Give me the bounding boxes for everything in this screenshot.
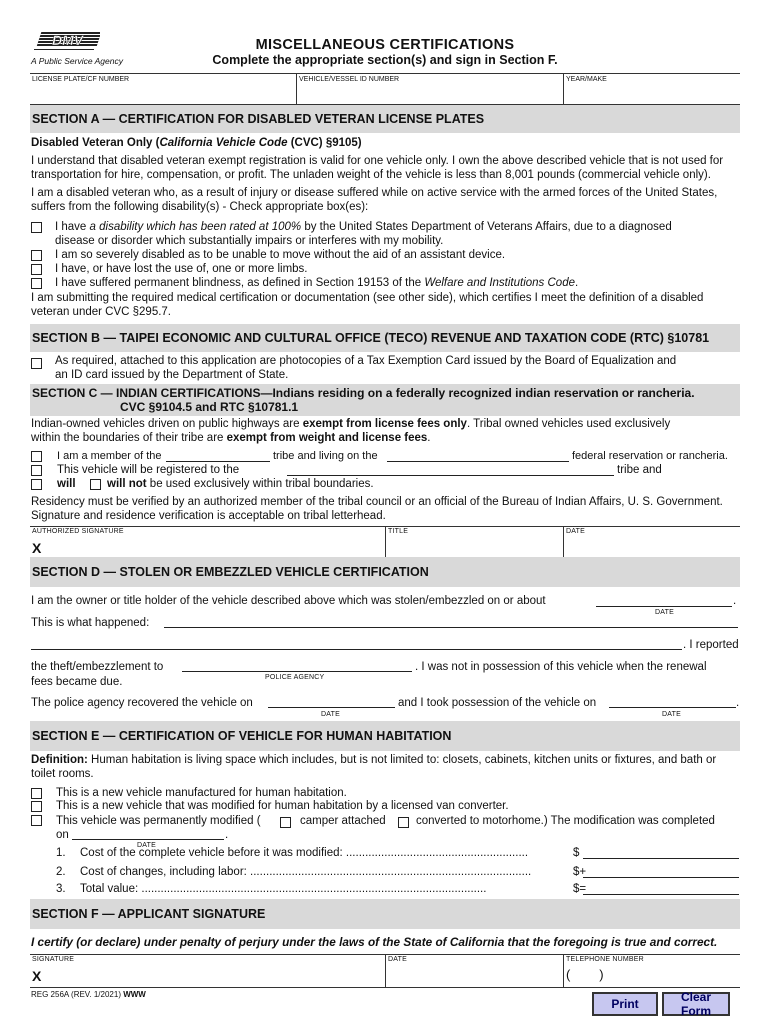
c-will-checkbox[interactable] bbox=[31, 479, 42, 490]
e-item-3-num: 3. bbox=[56, 883, 66, 895]
e-date-label: DATE bbox=[137, 842, 156, 849]
b-text1: As required, attached to this application are photocopies of a Tax Exemption Card issued by the Board of Equalization and bbox=[55, 355, 677, 367]
d-not-in-possession-text: . I was not in possession of this vehicle when the renewal bbox=[415, 661, 707, 673]
e-definition: Definition: Human habitation is living space which includes, but is not limited to: closets, cabinets, kitchen units or fixtures, and bath or toilet rooms. bbox=[31, 754, 717, 780]
e-item-2-num: 2. bbox=[56, 866, 66, 878]
c-row1-text-b: tribe and living on the bbox=[273, 450, 378, 462]
d-what-happened-field-1[interactable] bbox=[164, 627, 738, 628]
dmv-logo bbox=[30, 30, 100, 58]
c-row2-text-b: tribe and bbox=[617, 464, 662, 476]
print-button[interactable]: Print bbox=[592, 992, 658, 1016]
e-item-2-sign: $+ bbox=[573, 866, 587, 878]
section-c-para2: Residency must be verified by an authorized member of the tribal council or an official of the Bureau of Indian Affairs, U. S. Government. Signature and residence verification is acceptable on tribal letterhead. bbox=[31, 496, 723, 522]
e-camper-label: camper attached bbox=[300, 815, 386, 827]
c-row3-text: will not be used exclusively within tribal boundaries. bbox=[107, 478, 374, 490]
d-fees-due-text: fees became due. bbox=[31, 676, 123, 688]
b-text2: an ID card issued by the Department of State. bbox=[55, 369, 289, 381]
a-opt1-checkbox[interactable] bbox=[31, 222, 42, 233]
a-opt4-checkbox[interactable] bbox=[31, 278, 42, 289]
c-row1-text-a: I am a member of the bbox=[57, 450, 162, 462]
plate-field[interactable] bbox=[30, 74, 296, 104]
section-c-heading-line2: CVC §9104.5 and RTC §10781.1 bbox=[120, 400, 299, 414]
d-recovered-text: The police agency recovered the vehicle on bbox=[31, 697, 253, 709]
e-item-1-label: Cost of the complete vehicle before it was modified: ......................................................... bbox=[80, 847, 529, 859]
d-recovered-date-field[interactable] bbox=[268, 707, 395, 708]
yearmake-label: YEAR/MAKE bbox=[566, 76, 607, 83]
a-opt2-checkbox[interactable] bbox=[31, 250, 42, 261]
section-a-para1: I understand that disabled veteran exempt registration is valid for one vehicle only. I own the above described vehicle that is not used for transportation for hire, compensation, or profit. The unladen weight of the vehicle is less than 8,001 pounds (commercial vehicle only). bbox=[31, 155, 724, 181]
f-signature-x: X bbox=[32, 968, 42, 984]
e-opt3-text-a: This vehicle was permanently modified ( bbox=[56, 815, 261, 827]
e-item-3-label: Total value: ............................................................................................................ bbox=[80, 883, 487, 895]
vehicle-id-row bbox=[30, 73, 740, 105]
d-police-agency-field[interactable] bbox=[182, 671, 412, 672]
d-line6-end: . bbox=[736, 697, 740, 709]
e-opt1-checkbox[interactable] bbox=[31, 788, 42, 799]
section-c-heading-line1: SECTION C — INDIAN CERTIFICATIONS—Indians residing on a federally recognized indian reservation or rancheria. bbox=[32, 386, 695, 400]
vin-field[interactable] bbox=[296, 74, 563, 104]
plate-label: LICENSE PLATE/CF NUMBER bbox=[32, 76, 130, 83]
c-row1-text-c: federal reservation or rancheria. bbox=[572, 450, 728, 462]
svg-text:DMV: DMV bbox=[52, 32, 84, 48]
d-reported-text: . I reported bbox=[683, 639, 739, 651]
e-on-end: . bbox=[225, 829, 229, 841]
e-opt3-text-c: converted to motorhome.) The modification was completed bbox=[416, 815, 715, 827]
c-tribe-name-field[interactable] bbox=[166, 461, 270, 462]
form-title: MISCELLANEOUS CERTIFICATIONS bbox=[255, 37, 515, 53]
d-stolen-date-label: DATE bbox=[655, 609, 674, 616]
form-id: REG 256A (REV. 1/2021) WWW bbox=[31, 990, 146, 999]
yearmake-field[interactable] bbox=[563, 74, 740, 104]
c-signature-row bbox=[30, 526, 740, 558]
clear-form-button[interactable]: Clear Form bbox=[662, 992, 730, 1016]
vin-label: VEHICLE/VESSEL ID NUMBER bbox=[299, 76, 400, 83]
section-c-para1: Indian-owned vehicles driven on public highways are exempt from license fees only. Tribal owned vehicles used exclusively bbox=[31, 418, 671, 430]
c-member-checkbox[interactable] bbox=[31, 451, 42, 462]
c-reservation-field[interactable] bbox=[387, 461, 569, 462]
f-signature-label: SIGNATURE bbox=[32, 956, 75, 963]
c-title-label: TITLE bbox=[388, 528, 409, 535]
a-opt4-text: I have suffered permanent blindness, as defined in Section 19153 of the Welfare and Institutions Code. bbox=[55, 277, 579, 289]
f-telephone-value: ( ) bbox=[566, 967, 604, 982]
d-stolen-date-field[interactable] bbox=[596, 606, 732, 607]
d-police-agency-label: POLICE AGENCY bbox=[265, 674, 325, 681]
d-what-happened-field-2[interactable] bbox=[31, 649, 682, 650]
section-c-para1-line2: within the boundaries of their tribe are exempt from weight and license fees. bbox=[31, 432, 431, 444]
f-date-field[interactable] bbox=[385, 955, 564, 987]
d-possession-text: and I took possession of the vehicle on bbox=[398, 697, 597, 709]
c-title-field[interactable] bbox=[385, 527, 564, 557]
section-e-heading: SECTION E — CERTIFICATION OF VEHICLE FOR HUMAN HABITATION bbox=[30, 721, 740, 751]
c-date-field[interactable] bbox=[563, 527, 741, 557]
e-camper-checkbox[interactable] bbox=[280, 817, 291, 828]
d-line1-text: I am the owner or title holder of the vehicle described above which was stolen/embezzled on or about bbox=[31, 595, 546, 607]
e-item-3-sign: $= bbox=[573, 883, 587, 895]
a-opt1-text: I have a disability which has been rated at 100% by the United States Department of Veterans Affairs, due to a diagnosed bbox=[55, 221, 672, 233]
e-item-2-field[interactable] bbox=[583, 877, 739, 878]
e-opt2-text: This is a new vehicle that was modified for human habitation by a licensed van converter. bbox=[56, 800, 509, 812]
section-a-heading: SECTION A — CERTIFICATION FOR DISABLED VETERAN LICENSE PLATES bbox=[30, 105, 740, 133]
f-date-label: DATE bbox=[388, 956, 407, 963]
c-signature-label: AUTHORIZED SIGNATURE bbox=[32, 528, 124, 535]
d-possession-date-label: DATE bbox=[662, 711, 681, 718]
e-item-3-field[interactable] bbox=[583, 894, 739, 895]
section-d-heading: SECTION D — STOLEN OR EMBEZZLED VEHICLE CERTIFICATION bbox=[30, 557, 740, 587]
f-signature-row bbox=[30, 954, 740, 988]
d-what-happened-label: This is what happened: bbox=[31, 617, 150, 629]
a-opt2-text: I am so severely disabled as to be unable to move without the aid of an assistant device. bbox=[55, 249, 506, 261]
section-a-subheading: Disabled Veteran Only (California Vehicle Code (CVC) §9105) bbox=[31, 137, 362, 149]
e-opt1-text: This is a new vehicle manufactured for human habitation. bbox=[56, 787, 347, 799]
section-f-heading: SECTION F — APPLICANT SIGNATURE bbox=[30, 899, 740, 929]
a-opt3-text: I have, or have lost the use of, one or more limbs. bbox=[55, 263, 308, 275]
e-item-1-field[interactable] bbox=[583, 858, 739, 859]
a-opt3-checkbox[interactable] bbox=[31, 264, 42, 275]
f-telephone-label: TELEPHONE NUMBER bbox=[566, 956, 644, 963]
d-line1-end: . bbox=[733, 595, 737, 607]
e-opt3-checkbox[interactable] bbox=[31, 815, 42, 826]
e-completed-date-field[interactable] bbox=[72, 839, 224, 840]
form-subtitle: Complete the appropriate section(s) and sign in Section F. bbox=[212, 53, 558, 67]
e-item-2-label: Cost of changes, including labor: ........................................................................................ bbox=[80, 866, 532, 878]
e-item-1-sign: $ bbox=[573, 847, 580, 859]
d-recovered-date-label: DATE bbox=[321, 711, 340, 718]
section-a-para2: I am a disabled veteran who, as a result of injury or disease suffered while on active service with the armed forces of the United States, suffers from the following disability(s) - Check appropriate box(es): bbox=[31, 187, 718, 213]
f-certify-statement: I certify (or declare) under penalty of perjury under the laws of the State of California that the foregoing is true and correct. bbox=[31, 935, 718, 949]
c-will-label: will bbox=[57, 478, 76, 490]
agency-tagline: A Public Service Agency bbox=[31, 56, 123, 66]
f-signature-field[interactable] bbox=[30, 955, 385, 987]
e-motorhome-checkbox[interactable] bbox=[398, 817, 409, 828]
section-a-para3: I am submitting the required medical certification or documentation (see other side), which certifies I meet the definition of a disabled veteran under CVC §295.7. bbox=[31, 292, 704, 318]
c-registered-tribe-field[interactable] bbox=[287, 475, 614, 476]
a-opt1-text-line2: disease or disorder which substantially impairs or interferes with my mobility. bbox=[55, 235, 444, 247]
e-on-label: on bbox=[56, 829, 69, 841]
section-b-heading: SECTION B — TAIPEI ECONOMIC AND CULTURAL OFFICE (TECO) REVENUE AND TAXATION CODE (RTC) §10781 bbox=[30, 324, 740, 352]
c-authorized-signature-field[interactable] bbox=[30, 527, 385, 557]
e-item-1-num: 1. bbox=[56, 847, 66, 859]
c-willnot-checkbox[interactable] bbox=[90, 479, 101, 490]
c-registered-checkbox[interactable] bbox=[31, 465, 42, 476]
c-date-label: DATE bbox=[566, 528, 585, 535]
d-possession-date-field[interactable] bbox=[609, 707, 736, 708]
d-theft-to-text: the theft/embezzlement to bbox=[31, 661, 164, 673]
c-row2-text-a: This vehicle will be registered to the bbox=[57, 464, 240, 476]
c-signature-x: X bbox=[32, 540, 42, 556]
e-opt2-checkbox[interactable] bbox=[31, 801, 42, 812]
section-c-heading bbox=[30, 384, 740, 416]
b-checkbox[interactable] bbox=[31, 358, 42, 369]
f-telephone-field[interactable] bbox=[563, 955, 741, 987]
